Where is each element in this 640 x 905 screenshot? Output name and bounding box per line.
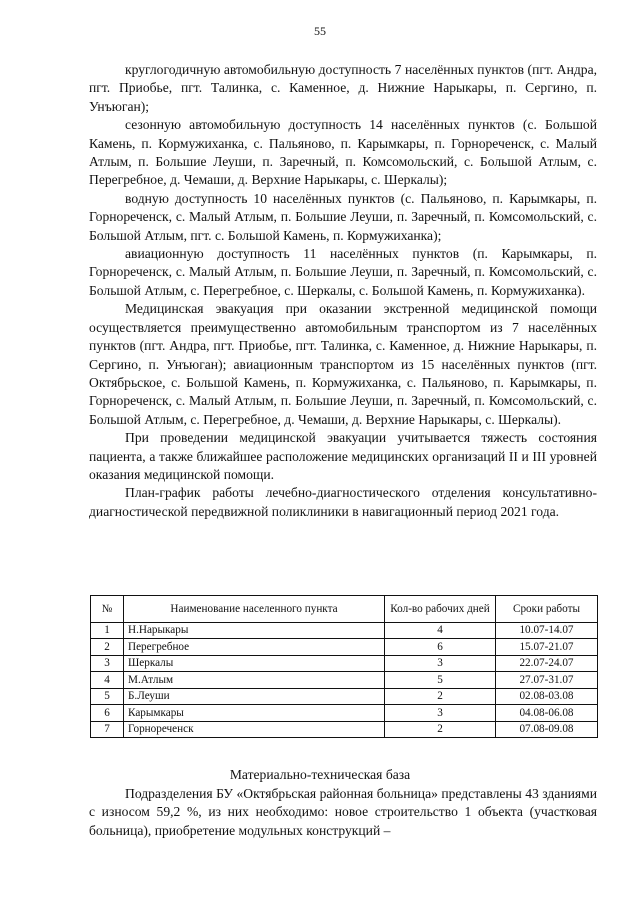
header-settlement: Наименование населенного пункта [124,596,385,623]
row-workdays: 2 [385,721,496,738]
row-period: 15.07-21.07 [496,639,598,656]
row-number: 3 [91,655,124,672]
row-period: 07.08-09.08 [496,721,598,738]
table-row [91,705,598,722]
row-number: 4 [91,672,124,689]
row-number: 5 [91,688,124,705]
row-settlement: Горнореченск [124,721,385,738]
row-settlement: М.Атлым [124,672,385,689]
schedule-table [90,595,598,738]
table-row [91,622,598,639]
row-period: 22.07-24.07 [496,655,598,672]
row-workdays: 2 [385,688,496,705]
paragraph-facilities: Подразделения БУ «Октябрьская районная больница» представлены 43 зданиями с износом 59,2 %, из них необходимо: новое строительство 1 объекта (участковая больница), приобретение модульных конструкций – [89,786,597,838]
row-workdays: 3 [385,655,496,672]
table-row [91,721,598,738]
paragraph-plan-title: План-график работы лечебно-диагностического отделения консультативно-диагностической передвижной поликлиники в навигационный период 2021 года. [89,485,597,519]
row-number: 7 [91,721,124,738]
table-row [91,639,598,656]
row-workdays: 3 [385,705,496,722]
row-settlement: Н.Нарыкары [124,622,385,639]
row-period: 02.08-03.08 [496,688,598,705]
row-workdays: 4 [385,622,496,639]
paragraph-water: водную доступность 10 населённых пунктов (с. Пальяново, п. Карымкары, п. Горнореченск, с. Малый Атлым, п. Большие Леуши, п. Заречный, п. Комсомольский, с. Большой Атлым, пгт. с. Большой Камень, п. Кормужиханка); [89,190,597,243]
section-title: Материально-техническая база [229,767,411,782]
table-row [91,688,598,705]
row-settlement: Б.Леуши [124,688,385,705]
page-number: 55 [314,24,326,38]
row-number: 2 [91,639,124,656]
bottom-text [89,785,597,840]
row-period: 27.07-31.07 [496,672,598,689]
paragraph-aviation: авиационную доступность 11 населённых пунктов (п. Карымкары, п. Горнореченск, с. Малый Атлым, п. Большие Леуши, п. Заречный, п. Комсомольский, с. Большой Атлым, с. Перегребное, с. Шеркалы, с. Большой Камень, п. Кормужиханка). [89,246,597,298]
row-number: 6 [91,705,124,722]
row-workdays: 6 [385,639,496,656]
row-settlement: Шеркалы [124,655,385,672]
paragraph-evacuation-factors: При проведении медицинской эвакуации учитывается тяжесть состояния пациента, а также ближайшее расположение медицинских организаций II и III уровней оказания медицинской помощи. [89,430,597,482]
table-row [91,672,598,689]
header-workdays: Кол-во рабочих дней [385,596,496,623]
row-settlement: Карымкары [124,705,385,722]
paragraph-road-yearround: круглогодичную автомобильную доступность 7 населённых пунктов (пгт. Андра, пгт. Приобье, пгт. Талинка, с. Каменное, д. Нижние Нарыкары, п. Сергино, п. Унъюган); [89,62,597,114]
row-period: 10.07-14.07 [496,622,598,639]
table-header-row [91,596,598,623]
header-number: № [91,596,124,623]
row-workdays: 5 [385,672,496,689]
schedule-table-wrapper [90,595,598,738]
row-settlement: Перегребное [124,639,385,656]
table-row [91,655,598,672]
row-number: 1 [91,622,124,639]
paragraph-road-seasonal: сезонную автомобильную доступность 14 населённых пунктов (с. Большой Камень, п. Кормужиханка, с. Пальяново, п. Карымкары, п. Горнореченск, с. Малый Атлым, п. Большие Леуши, п. Заречный, п. Комсомольский, с. Большой Атлым, с. Перегребное, д. Чемаши, д. Верхние Нарыкары, с. Шеркалы); [89,117,597,188]
header-period: Сроки работы [496,596,598,623]
row-period: 04.08-06.08 [496,705,598,722]
body-text [89,61,597,521]
paragraph-evacuation: Медицинская эвакуация при оказании экстренной медицинской помощи осуществляется преимущественно автомобильным транспортом из 7 населённых пунктов (пгт. Андра, пгт. Приобье, пгт. Талинка, с. Каменное, д. Нижние Нарыкары, п. Сергино, п. Унъюган); авиационным транспортом из 15 населённых пунктов (пгт. Октябрьское, с. Большой Камень, п. Кормужиханка, с. Пальяново, п. Карымкары, п. Горнореченск, с. Малый Атлым, п. Большие Леуши, п. Заречный, п. Комсомольский, с. Большой Атлым, с. Перегребное, д. Чемаши, д. Верхние Нарыкары, с. Шеркалы). [89,301,597,427]
